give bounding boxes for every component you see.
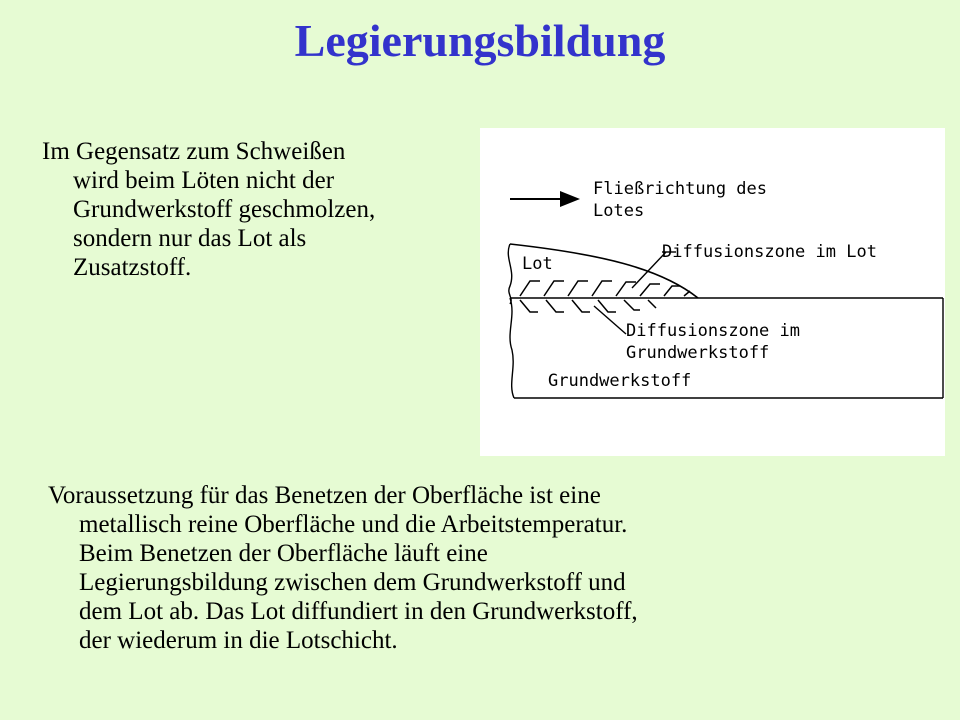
- intro-line: Grundwerkstoff geschmolzen,: [73, 196, 376, 223]
- explanation-line: metallisch reine Oberfläche und die Arbeitstemperatur.: [79, 511, 628, 538]
- explanation-line: Legierungsbildung zwischen dem Grundwerkstoff und: [79, 569, 626, 596]
- diffusion-zone-base-label: Diffusionszone im: [626, 321, 800, 341]
- flow-direction-label: Lotes: [593, 201, 645, 221]
- intro-paragraph: [42, 137, 375, 282]
- diffusion-zone-base-label: Grundwerkstoff: [626, 343, 770, 363]
- base-material-label: Grundwerkstoff: [548, 371, 692, 391]
- base-left-edge: [510, 298, 514, 398]
- page-title: Legierungsbildung: [294, 15, 666, 66]
- leader-line: [632, 252, 666, 288]
- explanation-line: Voraussetzung für das Benetzen der Oberfläche ist eine: [48, 482, 601, 509]
- diffusion-zone-solder-hatch: [520, 281, 690, 296]
- soldering-diagram: [480, 128, 945, 456]
- intro-line: sondern nur das Lot als: [73, 225, 307, 252]
- leader-line: [594, 306, 626, 334]
- explanation-line: Beim Benetzen der Oberfläche läuft eine: [79, 540, 488, 567]
- diffusion-zone-base-hatch: [520, 300, 656, 312]
- diagram-canvas: [480, 128, 945, 456]
- explanation-line: der wiederum in die Lotschicht.: [79, 627, 398, 654]
- solder-label: Lot: [522, 254, 553, 274]
- explanation-paragraph: [48, 481, 638, 655]
- diffusion-zone-solder-label: Diffusionszone im Lot: [662, 242, 877, 262]
- intro-line: wird beim Löten nicht der: [73, 167, 335, 194]
- flow-arrow-icon: [510, 191, 580, 207]
- explanation-line: dem Lot ab. Das Lot diffundiert in den Grundwerkstoff,: [79, 598, 638, 625]
- flow-direction-label: Fließrichtung des: [593, 179, 767, 199]
- intro-line: Im Gegensatz zum Schweißen: [42, 138, 346, 165]
- intro-line: Zusatzstoff.: [73, 254, 192, 281]
- solder-left-edge: [508, 244, 511, 304]
